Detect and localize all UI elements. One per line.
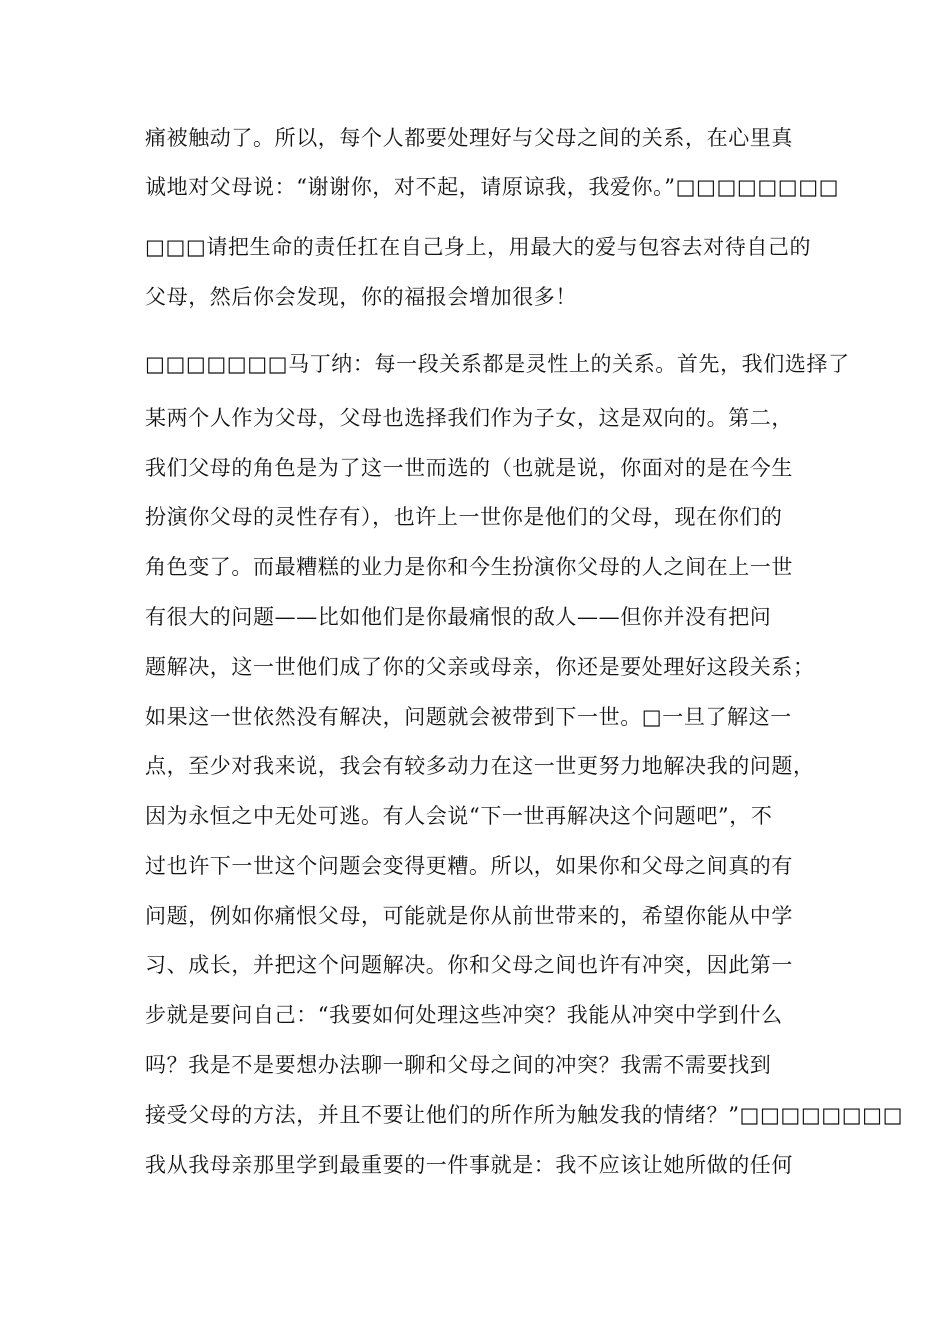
text-line-18: 步就是要问自己：“我要如何处理这些冲突？我能从冲突中学到什么 [145, 1003, 783, 1027]
text-line-15: 过也许下一世这个问题会变得更糟。所以，如果你和父母之间真的有 [145, 854, 793, 878]
text-line-14: 因为永恒之中无处可逃。有人会说“下一世再解决这个问题吧”，不 [145, 804, 773, 828]
text-line-2: 诚地对父母说：“谢谢你，对不起，请原谅我，我爱你。”□□□□□□□□ [145, 175, 840, 199]
text-line-17: 习、成长，并把这个问题解决。你和父母之间也许有冲突，因此第一 [145, 953, 793, 977]
text-line-3: □□□请把生命的责任扛在自己身上，用最大的爱与包容去对待自己的 [145, 235, 812, 259]
text-line-12: 如果这一世依然没有解决，问题就会被带到下一世。□一旦了解这一 [145, 705, 792, 729]
text-line-19: 吗？我是不是要想办法聊一聊和父母之间的冲突？我需不需要找到 [145, 1053, 772, 1077]
text-line-21: 我从我母亲那里学到最重要的一件事就是：我不应该让她所做的任何 [145, 1153, 793, 1177]
text-line-5: □□□□□□□马丁纳：每一段关系都是灵性上的关系。首先，我们选择了 [145, 352, 850, 376]
text-line-16: 问题，例如你痛恨父母，可能就是你从前世带来的，希望你能从中学 [145, 904, 793, 928]
text-line-10: 有很大的问题——比如他们是你最痛恨的敌人——但你并没有把问 [145, 605, 772, 629]
text-line-8: 扮演你父母的灵性存有），也许上一世你是他们的父母，现在你们的 [145, 505, 783, 529]
text-line-4: 父母，然后你会发现，你的福报会增加很多！ [145, 285, 577, 309]
text-line-11: 题解决，这一世他们成了你的父亲或母亲，你还是要处理好这段关系； [145, 655, 815, 679]
text-line-13: 点，至少对我来说，我会有较多动力在这一世更努力地解决我的问题， [145, 754, 815, 778]
text-line-7: 我们父母的角色是为了这一世而选的（也就是说，你面对的是在今生 [145, 456, 793, 480]
text-line-20: 接受父母的方法，并且不要让他们的所作所为触发我的情绪？”□□□□□□□□ [145, 1103, 904, 1127]
text-line-6: 某两个人作为父母，父母也选择我们作为子女，这是双向的。第二， [145, 406, 793, 430]
text-line-9: 角色变了。而最糟糕的业力是你和今生扮演你父母的人之间在上一世 [145, 555, 793, 579]
text-line-1: 痛被触动了。所以，每个人都要处理好与父母之间的关系，在心里真 [145, 126, 793, 150]
